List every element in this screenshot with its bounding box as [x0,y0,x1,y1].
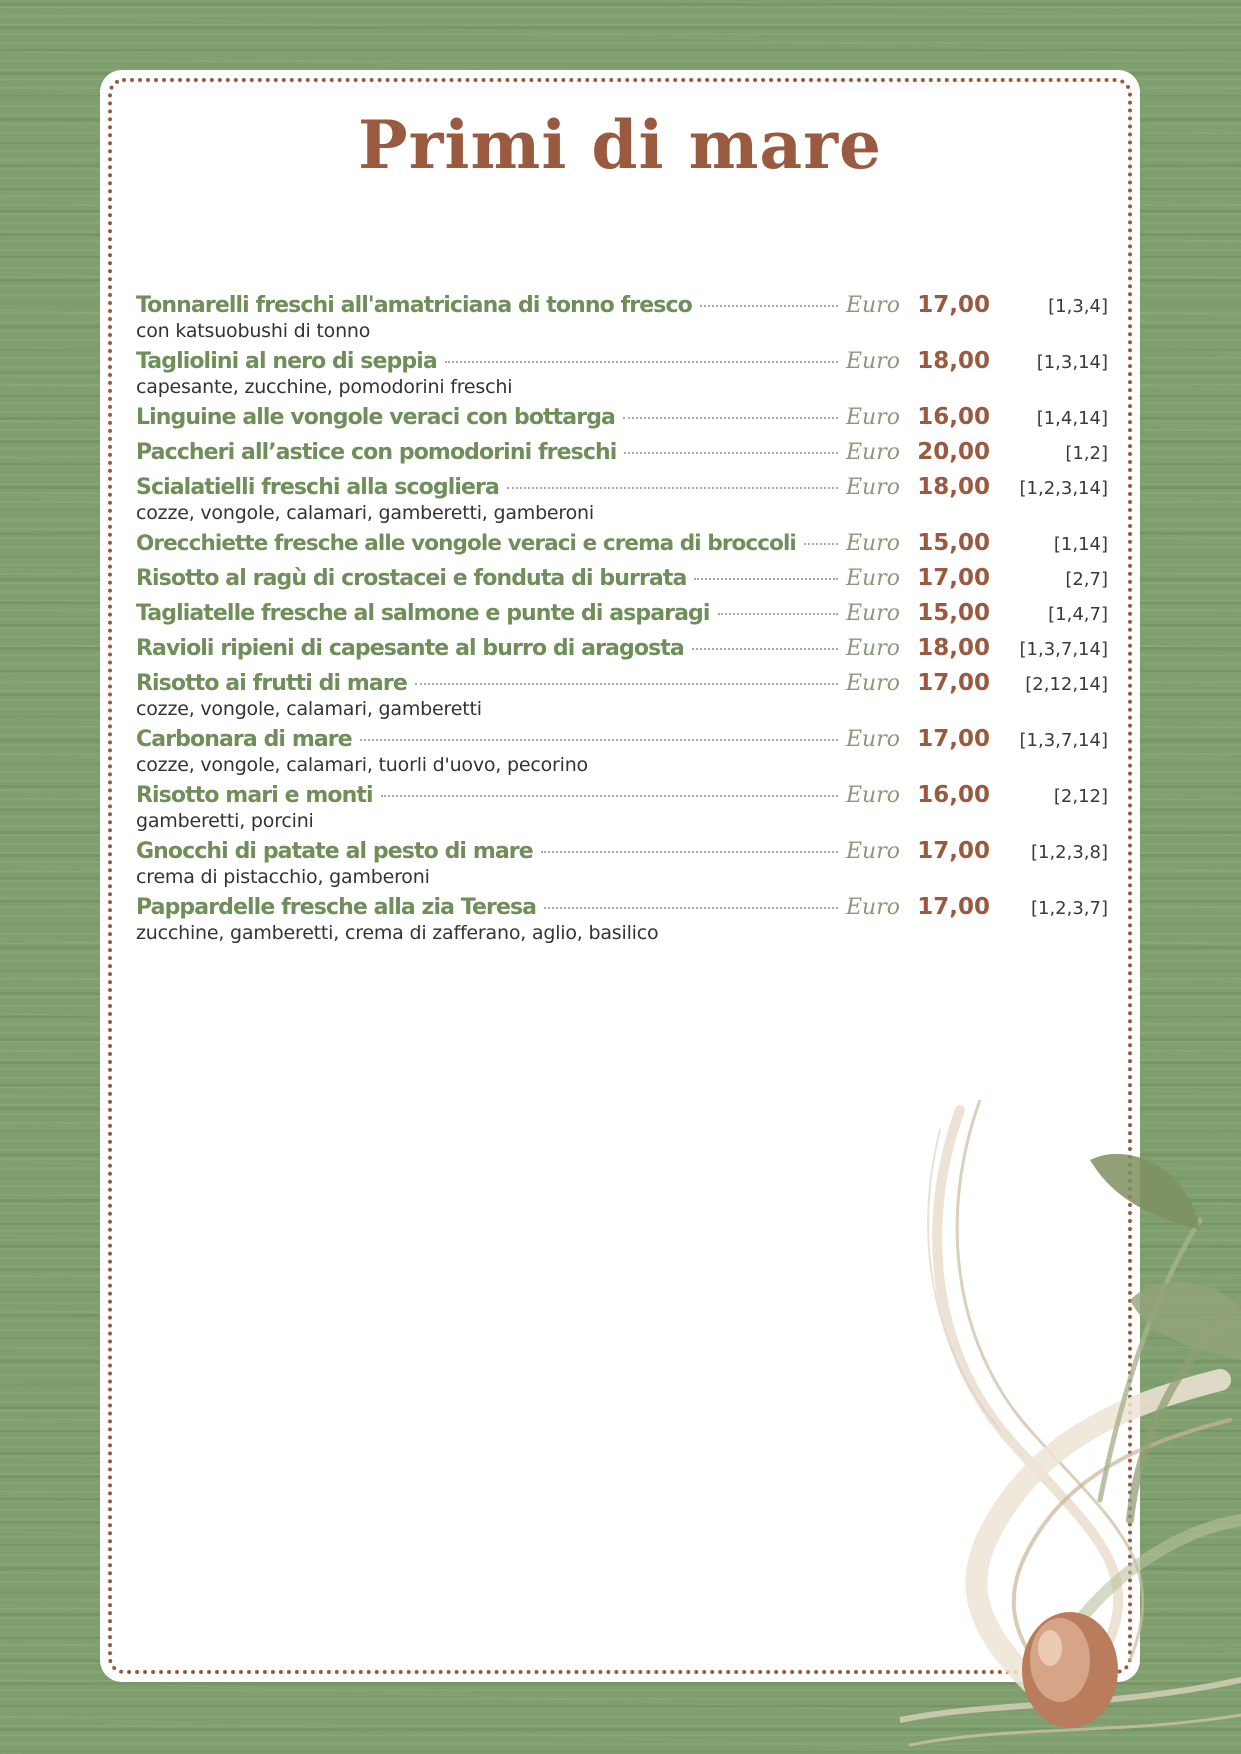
dot-leader [718,613,838,615]
dot-leader [700,305,838,307]
currency-label: Euro [846,293,900,318]
allergen-codes: [2,12,14] [1025,674,1108,695]
allergen-codes: [1,2,3,8] [1030,842,1108,863]
allergen-codes: [1,14] [1053,534,1108,555]
dot-leader [624,452,838,454]
allergen-codes: [1,3,7,14] [1019,639,1108,660]
allergen-codes: [2,7] [1065,569,1108,590]
currency-label: Euro [846,475,900,500]
page-title: Primi di mare [358,106,882,184]
currency-label: Euro [846,839,900,864]
dot-leader [360,739,838,741]
currency-label: Euro [846,566,900,591]
currency-label: Euro [846,349,900,374]
dish-name: Paccheri all’astice con pomodorini freschi [136,440,617,465]
dish-price: 17,00 [917,565,990,591]
dish-description: cozze, vongole, calamari, gamberetti, gamberoni [136,502,594,524]
allergen-codes: [1,2,3,7] [1030,898,1108,919]
dot-leader [544,907,838,909]
dot-leader [692,648,838,650]
dish-price: 17,00 [917,292,990,318]
menu-item [136,726,1108,782]
dish-description: cozze, vongole, calamari, gamberetti [136,698,482,720]
currency-label: Euro [846,636,900,661]
dish-name: Tagliolini al nero di seppia [136,349,437,374]
allergen-codes: [1,2] [1065,443,1108,464]
dish-description: gamberetti, porcini [136,810,314,832]
dish-description: cozze, vongole, calamari, tuorli d'uovo, pecorino [136,754,588,776]
currency-label: Euro [846,783,900,808]
currency-label: Euro [846,601,900,626]
allergen-codes: [1,2,3,14] [1019,478,1108,499]
menu-item [136,838,1108,894]
dot-leader [623,417,838,419]
dish-description: con katsuobushi di tonno [136,320,371,342]
dot-leader [381,795,838,797]
dish-price: 15,00 [917,600,990,626]
currency-label: Euro [846,895,900,920]
dish-price: 15,00 [917,530,990,556]
menu-list [136,292,1108,950]
dish-price: 20,00 [917,439,990,465]
menu-item-row [136,439,1108,474]
currency-label: Euro [846,405,900,430]
dish-price: 17,00 [917,670,990,696]
dish-description: zucchine, gamberetti, crema di zafferano, aglio, basilico [136,922,659,944]
allergen-codes: [1,4,14] [1036,408,1108,429]
menu-item-row [136,530,1108,565]
allergen-codes: [2,12] [1053,786,1108,807]
dish-name: Orecchiette fresche alle vongole veraci e crema di broccoli [136,531,796,556]
dish-description: capesante, zucchine, pomodorini freschi [136,376,513,398]
menu-item-row [136,635,1108,670]
dish-name: Linguine alle vongole veraci con bottarga [136,405,615,430]
dish-price: 17,00 [917,894,990,920]
allergen-codes: [1,3,4] [1048,296,1108,317]
currency-label: Euro [846,727,900,752]
menu-item [136,635,1108,670]
menu-item [136,474,1108,530]
menu-item [136,670,1108,726]
dot-leader [415,683,838,685]
dish-name: Risotto ai frutti di mare [136,671,407,696]
dish-name: Tagliatelle fresche al salmone e punte di asparagi [136,601,710,626]
currency-label: Euro [846,531,900,556]
dish-name: Gnocchi di patate al pesto di mare [136,839,533,864]
menu-item [136,348,1108,404]
dish-name: Ravioli ripieni di capesante al burro di aragosta [136,636,684,661]
dish-name: Pappardelle fresche alla zia Teresa [136,895,537,920]
allergen-codes: [1,3,7,14] [1019,730,1108,751]
dish-price: 17,00 [917,726,990,752]
dish-name: Risotto al ragù di crostacei e fonduta di burrata [136,566,687,591]
allergen-codes: [1,4,7] [1048,604,1108,625]
dot-leader [694,578,838,580]
menu-item-row [136,404,1108,439]
dish-price: 16,00 [917,782,990,808]
dot-leader [507,487,838,489]
menu-item [136,404,1108,439]
currency-label: Euro [846,671,900,696]
menu-item [136,530,1108,565]
menu-card [100,70,1140,1682]
dot-leader [804,543,838,545]
menu-item [136,439,1108,474]
dish-name: Carbonara di mare [136,727,352,752]
dish-name: Tonnarelli freschi all'amatriciana di tonno fresco [136,293,692,318]
dish-price: 18,00 [917,348,990,374]
menu-item [136,782,1108,838]
dot-leader [445,361,838,363]
currency-label: Euro [846,440,900,465]
dot-leader [541,851,838,853]
menu-item [136,894,1108,950]
allergen-codes: [1,3,14] [1036,352,1108,373]
menu-item-row [136,565,1108,600]
dish-name: Scialatielli freschi alla scogliera [136,475,499,500]
menu-item [136,292,1108,348]
dish-price: 18,00 [917,474,990,500]
menu-item [136,565,1108,600]
dish-description: crema di pistacchio, gamberoni [136,866,430,888]
dish-price: 17,00 [917,838,990,864]
menu-item-row [136,600,1108,635]
dish-price: 16,00 [917,404,990,430]
dish-name: Risotto mari e monti [136,783,373,808]
menu-item [136,600,1108,635]
dish-price: 18,00 [917,635,990,661]
